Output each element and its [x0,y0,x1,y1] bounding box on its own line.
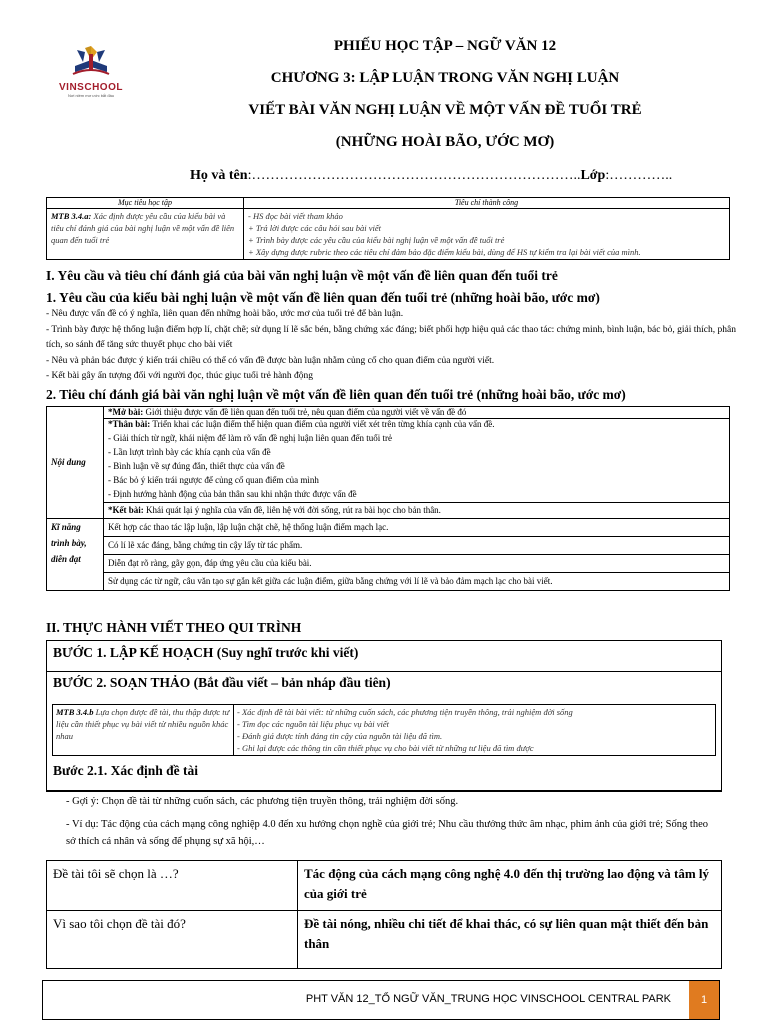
book-crest-icon [69,40,113,84]
footer-text: PHT VĂN 12_TỔ NGỮ VĂN_TRUNG HỌC VINSCHOOL CENTRAL PARK [305,993,671,1005]
objective-goal: Xác định được yêu cầu của kiểu bài và tiêu chí đánh giá của bài nghị luận về một vấn đề liên quan đến tuổi trẻ [51,211,235,245]
page-number: 1 [689,981,719,1019]
body-criteria [104,419,730,503]
mtb-criteria-item: - Đánh giá được tính đáng tin cậy của nguồn tài liệu đã tìm. [237,731,443,741]
skill-item: Sử dụng các từ ngữ, câu văn tạo sự gắn kết giữa các luận điểm, giữa bằng chứng với lí lẽ và bảo đảm mạch lạc cho bài viết. [104,573,730,591]
mtb-criteria-cell [234,705,716,756]
page-footer [42,980,720,1020]
mtb-goal: Lựa chọn được đề tài, thu thập được tư liệu cần thiết phục vụ bài viết từ nhiều nguồn khác nhau [56,707,230,741]
topic-hints [46,791,722,861]
worksheet-title: PHIẾU HỌC TẬP – NGỮ VĂN 12 [333,38,557,54]
intro-text: Giới thiệu được vấn đề liên quan đến tuổi trẻ, nêu quan điểm của người viết về vấn đề đó [143,407,467,417]
conclusion-criteria [104,503,730,519]
skill-item: Diễn đạt rõ ràng, gãy gọn, đáp ứng yêu cầu của kiểu bài. [104,555,730,573]
objective-code: MTB 3.4.a: [51,211,92,221]
criteria-item: + Trả lời được các câu hỏi sau bài viết [248,223,381,233]
class-label: Lớp [580,168,606,183]
objectives-header-goal: Mục tiêu học tập [47,198,244,209]
skill-item: Có lí lẽ xác đáng, bằng chứng tin cậy lấy từ tác phẩm. [104,537,730,555]
section1-sub2-heading: 2. Tiêu chí đánh giá bài văn nghị luận về một vấn đề liên quan đến tuổi trẻ (những hoài bão, ước mơ) [46,387,626,402]
answer-reason[interactable]: Đề tài nóng, nhiều chi tiết để khai thác, có sự liên quan mật thiết đến bản thân [298,911,722,969]
name-label: Họ và tên [190,168,248,183]
topic-example: - Ví dụ: Tác động của cách mạng công nghiệp 4.0 đến xu hướng chọn nghề của giới trẻ; Nhu cầu thưởng thức âm nhạc, phim ảnh của giới trẻ; Sống theo sở thích cá nhân và sống để phụng sự xã hội,… [66,819,708,847]
body-label: *Thân bài: [108,419,151,429]
step2-heading: BƯỚC 2. SOẠN THẢO (Bắt đầu viết – bản nháp đầu tiên) [53,675,391,690]
class-blank[interactable]: :………….. [605,168,673,183]
body-item: - Bình luận về sự đúng đắn, thiết thực của vấn đề [108,461,285,471]
brand-name: VINSCHOOL [59,82,123,93]
question-reason: Vì sao tôi chọn đề tài đó? [47,911,298,969]
answer-topic[interactable]: Tác động của cách mạng công nghệ 4.0 đến thị trường lao động và tâm lý của giới trẻ [298,861,722,911]
section1-heading: I. Yêu cầu và tiêu chí đánh giá của bài văn nghị luận về một vấn đề liên quan đến tuổi trẻ [46,268,558,283]
criteria-item: - HS đọc bài viết tham khảo [248,211,343,221]
content-label: Nội dung [47,407,104,519]
step21-box [46,760,722,792]
brand-tagline: Nơi niềm mơ ước bắt đầu [67,93,115,98]
intro-criteria [104,407,730,419]
student-name-line [190,168,672,184]
mtb-criteria-item: - Xác định đề tài bài viết: từ những cuốn sách, các phương tiện truyền thông, trải nghiệm đời sống [237,707,573,717]
step21-heading: Bước 2.1. Xác định đề tài [53,763,198,778]
body-item: - Giải thích từ ngữ, khái niệm để làm rõ vấn đề nghị luận liên quan đến tuổi trẻ [108,433,392,443]
question-topic: Đề tài tôi sẽ chọn là …? [47,861,298,911]
mtb-table [52,704,716,756]
body-item: - Định hướng hành động của bản thân sau khi nhận thức được vấn đề [108,489,357,499]
conclusion-text: Khái quát lại ý nghĩa của vấn đề, liên hệ với đời sống, rút ra bài học cho bản thân. [143,505,441,515]
step1-box: BƯỚC 1. LẬP KẾ HOẠCH (Suy nghĩ trước khi viết) [46,640,722,672]
objectives-table [46,197,730,260]
topic-qa-table [46,860,722,969]
body-item: - Lần lượt trình bày các khía cạnh của vấn đề [108,447,271,457]
requirements-list [46,307,736,385]
objectives-header-criteria: Tiêu chí thành công [244,198,730,209]
mtb-code: MTB 3.4.b [56,707,94,717]
vinschool-logo [56,40,126,110]
objective-goal-cell [47,209,244,260]
criteria-item: + Xây dựng được rubric theo các tiêu chí đảm bảo đặc điểm kiểu bài, dùng để HS tự kiểm tra lại bài viết của mình. [248,247,641,257]
criteria-item: + Trình bày được các yêu cầu của kiểu bài nghị luận về một vấn đề tuổi trẻ [248,235,505,245]
intro-label: *Mở bài: [108,407,144,417]
criteria-table [46,406,730,591]
requirement-item: - Nêu và phản bác được ý kiến trái chiều có thể có vấn đề được bàn luận nhằm củng cố cho quan điểm của người viết. [46,355,495,366]
requirement-item: - Trình bày được hệ thống luận điểm hợp lí, chặt chẽ; sử dụng lí lẽ sắc bén, bằng chứng xác đáng; biết phối hợp hiệu quả các thao tác: chứng minh, bình luận, bác bỏ, giải thích, phân tích, so sánh để tăng sức thuyết phục cho bài viết [46,324,736,350]
skill-item: Kết hợp các thao tác lập luận, lập luận chặt chẽ, hệ thống luận điểm mạch lạc. [104,519,730,537]
body-text: Triển khai các luận điểm thể hiện quan điểm của người viết xét trên từng khía cạnh của vấn đề. [150,419,495,429]
requirement-item: - Nêu được vấn đề có ý nghĩa, liên quan đến những hoài bão, ước mơ của tuổi trẻ để bàn luận. [46,309,404,319]
section1-sub1-heading: 1. Yêu cầu của kiểu bài nghị luận về một vấn đề liên quan đến tuổi trẻ (những hoài bão, ước mơ) [46,290,600,305]
body-item: - Bác bỏ ý kiến trái ngược để củng cố quan điểm của mình [108,475,319,485]
lesson-title: VIẾT BÀI VĂN NGHỊ LUẬN VỀ MỘT VẤN ĐỀ TUỔI TRẺ [248,102,642,118]
topic-hint: - Gợi ý: Chọn đề tài từ những cuốn sách, các phương tiện truyền thông, trải nghiệm đời sống. [66,796,459,807]
skills-label: Kĩ năng trình bày, diễn đạt [47,519,104,591]
mtb-criteria-item: - Ghi lại được các thông tin cần thiết phục vụ cho bài viết từ những tư liệu đã tìm được [237,743,534,753]
name-blank[interactable]: :…………………………………………………………….. [247,168,581,183]
conclusion-label: *Kết bài: [108,505,144,515]
requirement-item: - Kết bài gây ấn tượng đối với người đọc, thúc giục tuổi trẻ hành động [46,371,314,381]
section2-heading: II. THỰC HÀNH VIẾT THEO QUI TRÌNH [46,620,302,635]
mtb-goal-cell [53,705,234,756]
objective-criteria-cell [244,209,730,260]
lesson-subtitle: (NHỮNG HOÀI BÃO, ƯỚC MƠ) [335,134,555,150]
chapter-title: CHƯƠNG 3: LẬP LUẬN TRONG VĂN NGHỊ LUẬN [270,70,620,86]
mtb-criteria-item: - Tìm đọc các nguồn tài liệu phục vụ bài viết [237,719,390,729]
